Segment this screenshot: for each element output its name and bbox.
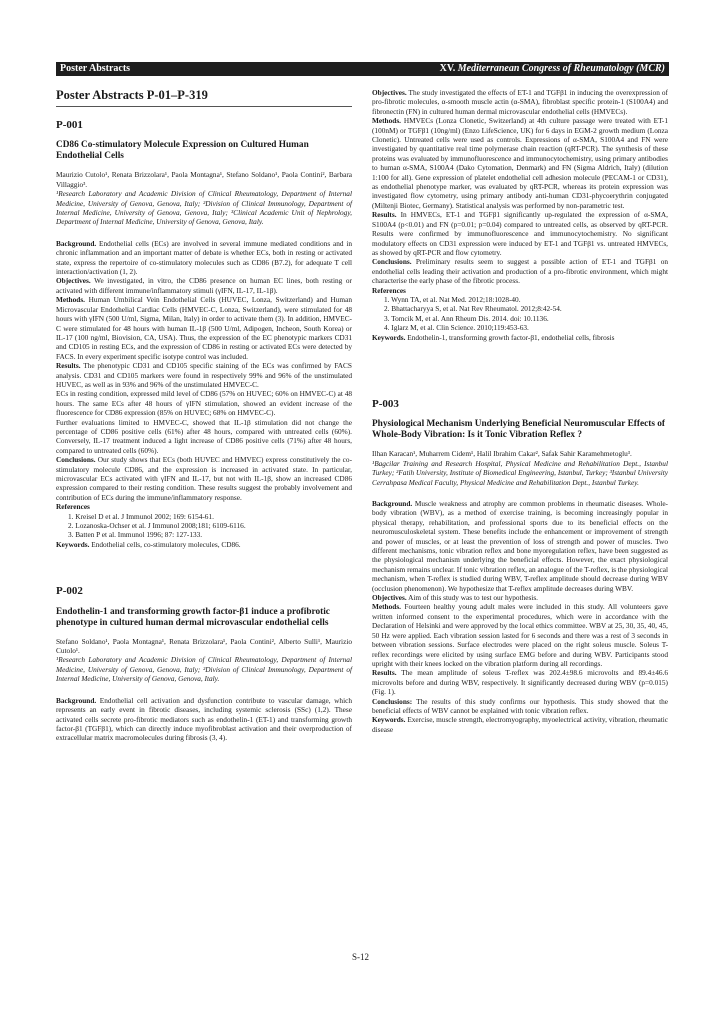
abstract-conclusions: Conclusions. Preliminary results seem to suggest a possible action of ET-1 and TGFβ1 on endothelial cells leading their activation and production of a pro-fibrotic environment, which might characterise the early phase of the fibrotic process. [372,257,668,286]
reference-item: 1. Wynn TA, et al. Nat Med. 2012;18:1028-40. [384,294,521,304]
references-heading: References [372,285,406,295]
abstract-id: P-002 [56,585,83,598]
header-congress-title [440,62,665,76]
reference-item: 1. Kreisel D et al. J Immunol 2002; 169: 6154-61. [68,511,214,521]
header-congress-prefix: XV. [439,63,456,74]
abstract-affiliations: ¹Bagcilar Training and Research Hospital, Physical Medicine and Rehabilitation Dept., Istanbul Turkey; ²Fatih University, Institute of Biomedical Engineering, Istanbul, Turkey; ³Istanbul University Cerrahpasa Medical Faculty, Physical Medicine and Rehabilitation Dept., Istanbul Turkey. [372,458,668,487]
abstract-background: Background. Endothelial cells (ECs) are involved in several immune mediated conditions and in chronic inflammation and an important matter of debate is whether ECs, both in resting or activated state, express the repertoire of co-stimulatory molecules such as CD86 (B7.2), for adequate T cell interaction/activation (1, 2). [56,238,352,277]
abstract-objectives: Objectives. The study investigated the effects of ET-1 and TGFβ1 in inducing the overexpression of pro-fibrotic molecules, α-smooth muscle actin (α-SMA), fibroblast specific protein-1 (S100A4) and fibronectin (FN) in cultured human dermal microvascular endothelial cells (HMVECs). [372,88,668,116]
abstract-methods: Methods. Fourteen healthy young adult males were included in this study. All volunteers gave written informed consent to the experimental procedures, which were in accordance with the Declaration of Helsinki and were approved by the local ethics committee. WBV at 25, 30, 35, 40, 45, 50 Hz were applied. Each vibration session lasted for 6 seconds and there was a rest of 3 seconds in between vibration sessions. Surface electrodes were placed on the right soleus muscle. Soleus T-reflex recordings were elicited by using surface EMG before and during WBV. Participants stood upright with their knees locked on the vibration platform during all recordings. [372,602,668,668]
abstract-id: P-003 [372,397,399,410]
section-title: Poster Abstracts P-01–P-319 [56,88,352,107]
abstract-affiliations: ¹Research Laboratory and Academic Division of Clinical Rheumatology, Department of Internal Medicine, University of Genova, Genova, Italy; ²Division of Clinical Immunology, Department of Internal Medicine, University of Genova, Genova, Italy. [56,655,352,684]
reference-item: 4. Iglarz M, et al. Clin Science. 2010;119:453-63. [384,323,529,333]
abstract-affiliations: ¹Research Laboratory and Academic Division of Clinical Rheumatology, Department of Internal Medicine, University of Genova, Genova, Italy; ²Division of Clinical Immunology, Department of Internal Medicine, University of Genova, Genova, Italy; ³Clinical Academic Unit of Nephrology, Department of Internal Medicine, University of Genova, Genova, Italy. [56,189,352,227]
abstract-authors: Maurizio Cutolo¹, Renata Brizzolara¹, Paola Montagna¹, Stefano Soldano¹, Paola Contini², Barbara Villaggio³. [56,170,352,189]
references-list [56,512,352,540]
abstract-keywords: Keywords. Endothelial cells, co-stimulatory molecules, CD86. [56,539,241,549]
abstract-results: Results. The phenotypic CD31 and CD105 specific staining of the ECs was confirmed by FACS analysis. CD31 and CD105 markers were found in respectively 99% and 96% of the unstimulated HUVEC, as well as in 93% and 96% of the unstimulated HMVEC-C. [56,361,352,389]
abstract-results-cont: ECs in resting condition, expressed mild level of CD86 (57% on HUVEC; 60% on HMVEC-C) at 48 hours. The same ECs after 48 hours of γIFN stimulation, showed an evident increase of the fluorescence for CD86 expression (85% on HUVEC; 68% on HMVEC-C). [56,389,352,418]
abstract-methods: Methods. Human Umbilical Vein Endothelial Cells (HUVEC, Lonza, Switzerland) and Human Microvascular Endothelial Cardiac Cells (HMVEC-C, Lonza, Switzerland), were stimulated for 48 hours with γIFN (500 U/ml, Sigma, Milan, Italy) in order to activate them (3). In addition, HMVEC-C were stimulated for 48 hours with human IL-1β (500 U/ml, Adipogen, Incheon, South Korea) or IL-17 (100 ng/ml, Biovision, CA, USA). Thus, the expression of the EC phenotypic markers CD31 and CD105 in resting ECs, and the expression of CD86 in resting or activated ECs were detected by FACS. In every experiment specific isotype control was included. [56,295,352,361]
abstract-background: Background. Endothelial cell activation and dysfunction contribute to vascular damage, which represents an early event in fibrotic diseases, including systemic sclerosis (SSc) (1,2). These activated cells secrete pro-fibrotic mediators such as endothelin-1 (ET-1) and transforming growth factor-β1 (TGFβ1), which can directly induce myofibroblast activation and their overproduction of extracellular matrix macromolecules during fibrosis (3, 4). [56,695,352,743]
reference-item: 3. Tomcik M, et al. Ann Rheum Dis. 2014. doi: 10.1136. [384,313,549,323]
abstract-results: Results. The mean amplitude of soleus T-reflex was 202.4±98.6 microvolts and 89.4±46.6 microvolts before and during WBV, respectively. It significantly decreased during WBV (p=0.015) (Fig. 1). [372,668,668,697]
abstract-authors: Ilhan Karacan¹, Muharrem Cidem¹, Halil Ibrahim Cakar², Safak Sahir Karamehmetoglu³. [372,449,632,459]
abstract-conclusions: Conclusions: The results of this study confirms our hypothesis. This study showed that the beneficial effects of WBV cannot be explained with tonic vibration reflex. [372,696,668,715]
abstract-methods: Methods. HMVECs (Lonza Clonetic, Switzerland) at 4th culture passage were treated with ET-1 (100nM) or TGFβ1 (10ng/ml) (Enzo LifeScience, UK) for 6 days in EGM-2 growth medium (Lonza Clonetic). Untreated cells were used as controls. Expressions of α-SMA, S100A4 and FN were investigated by quantitative real time polymerase chain reaction (qRT-PCR). The synthesis of these proteins was evaluated by immunofluorescence and immunocytochemistry, using primary antibodies to human α-SMA, S100A4 (Dako Cytomation, Denmark) and FN (Sigma Aldrich, Italy) (dilution 1:100 for all). Gene expression of platelet endothelial cell adhesion molecule (PECAM-1 or CD31), as endothelial phenotype marker, was evaluated by qRT-PCR, whereas its protein expression was investigated flow cytometry, using primary antibody anti-human CD31-phycoerythrin conjugated (Miltenji Biotec, Germany). Statistical analysis was performed by non-parametric test. [372,116,668,210]
right-column [372,88,668,734]
page-number: S-12 [352,952,370,962]
abstract-id: P-001 [56,119,83,131]
reference-item: 2. Lozanoska-Ochser et al. J Immunol 2008;181; 6109-6116. [68,521,246,531]
references-list [372,295,668,333]
abstract-title: CD86 Co-stimulatory Molecule Expression on Cultured Human Endothelial Cells [56,140,309,162]
left-column [56,88,352,743]
abstract-results: Results. In HMVECs, ET-1 and TGFβ1 significantly up-regulated the expression of α-SMA, S100A4 (p<0.01) and FN (p=0.01; p=0.04) compared to untreated cells, as observed by qRT-PCR. Results were confirmed by immunofluorescence and immunocytochemistry. No significant modulatory effects on CD31 expression were induced by ET-1 and TGFβ1 vs. untreated HMVECs, as showed by qRT-PCR and flow cytometry. [372,210,668,257]
references-heading: References [56,502,90,512]
abstract-keywords: Keywords. Exercise, muscle strength, electromyography, myoelectrical activity, vibration, rheumatic disease [372,715,668,734]
abstract-conclusions: Conclusions. Our study shows that ECs (both HUVEC and HMVEC) express constitutively the co-stimulatory molecule CD86, and the expression is increased in activated state. In particular, microvascular ECs activated with γIFN and IL-17, but not with IL-1β, show an increased CD86 expression compared to their resting condition. These results suggest the probably involvement and contribution of ECs during the immune/inflammatory response. [56,455,352,502]
header-section-label: Poster Abstracts [60,63,131,74]
journal-header-bar [56,62,669,76]
abstract-authors: Stefano Soldano¹, Paola Montagna¹, Renata Brizzolara¹, Paola Contini², Alberto Sulli¹, Maurizio Cutolo¹. [56,636,352,656]
abstract-title: Physiological Mechanism Underlying Beneficial Neuromuscular Effects of Whole-Body Vibration: Is it Tonic Vibration Reflex ? [372,419,666,441]
abstract-results-cont: Further evaluations limited to HMVEC-C, showed that IL-1β stimulation did not change the percentage of CD86 positive cells (61%) after 48 hours, compared with untreated cells (60%). Conversely, IL-17 treatment induced a light increase of CD86 positive cells (71%) after 48 hours, compared to untreated cells (60%). [56,417,352,455]
abstract-title: Endothelin-1 and transforming growth factor-β1 induce a profibrotic phenotype in cultured human dermal microvascular endothelial cells [56,606,330,628]
reference-item: 3. Batten P et al. Immunol 1996; 87: 127-133. [68,530,203,540]
abstract-background: Background. Muscle weakness and atrophy are common problems in rheumatic diseases. Whole-body vibration (WBV), as a method of exercise training, is becoming increasingly popular in physical therapy, rehabilitation, and professional sports due to its beneficial effects on the neuromusculoskeletal system. These benefits include the enhancement or improvement of strength and power of muscles, or at least the prevention of loss of strength and power of muscles. Two different mechanisms, tonic vibration reflex and bone myoregulation reflex, have been suggested as the physiological mechanism underlying the beneficial effects. However, the exact physiological mechanism remains unclear. If tonic vibration reflex, an analogue of the T-reflex, is the physiological mechanism, when T-reflex is studied during WBV, T-reflex amplitude should decrease during WBV (occlusion phenomenon). We hypothesize that T-reflex amplitude decreases during WBV. [372,499,668,593]
reference-item: 2. Bhattacharyya S, et al. Nat Rev Rheumatol. 2012;8:42-54. [384,304,562,314]
header-congress-name: Mediterranean Congress of Rheumatology (MCR) [457,63,665,74]
abstract-keywords: Keywords. Endothelin-1, transforming growth factor-β1, endothelial cells, fibrosis [372,332,615,342]
abstract-objectives: Objectives. Aim of this study was to test our hypothesis. [372,593,538,603]
abstract-objectives: Objectives. We investigated, in vitro, the CD86 presence on human EC lines, both resting or activated with different immune/inflammatory stimuli (γIFN, IL-17, IL-1β). [56,276,352,295]
